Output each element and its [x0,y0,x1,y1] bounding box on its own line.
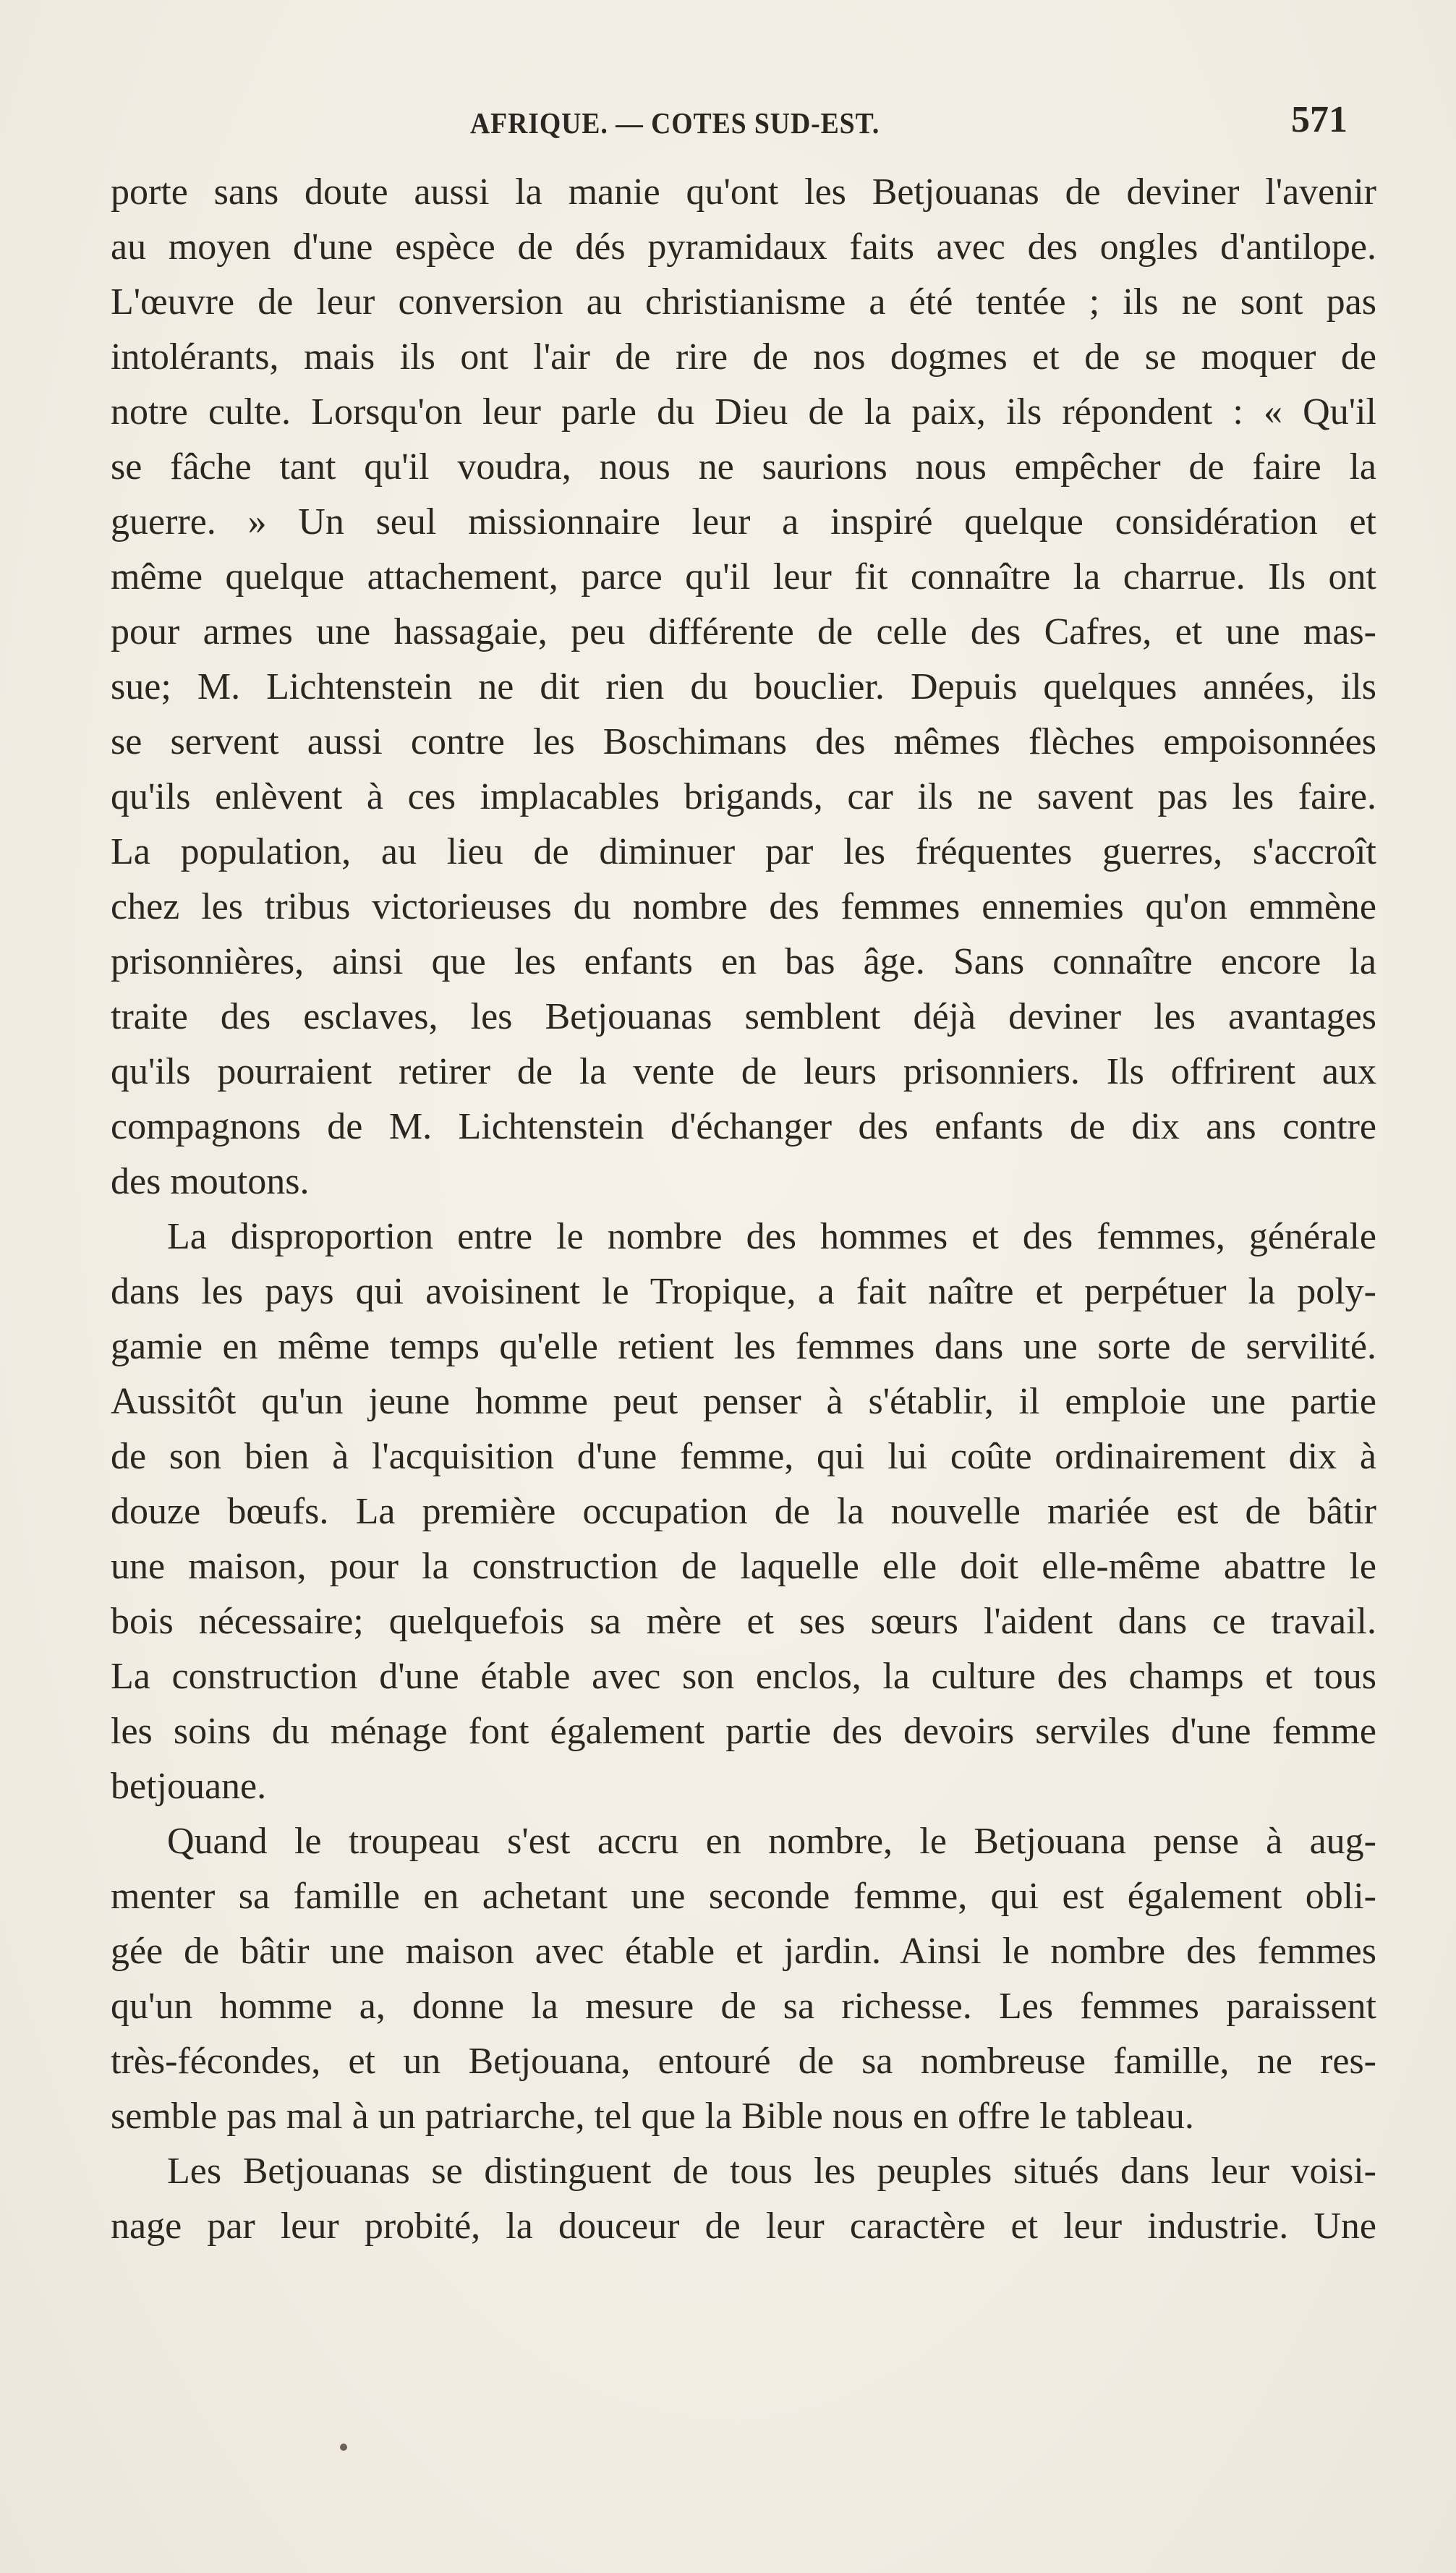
text-line: prisonnières, ainsi que les enfants en bas âge. Sans connaître encore la [111,941,1376,982]
text-line: des moutons. [111,1161,310,1202]
text-line: les soins du ménage font également partie des devoirs serviles d'une femme [111,1711,1376,1752]
running-head [0,99,1456,149]
text-line: qu'ils enlèvent à ces implacables brigands, car ils ne savent pas les faire. [111,776,1376,817]
text-line: Aussitôt qu'un jeune homme peut penser à s'établir, il emploie une partie [111,1381,1376,1422]
text-line: L'œuvre de leur conversion au christianisme a été tentée ; ils ne sont pas [111,281,1376,323]
page-number: 571 [1291,99,1348,140]
text-line: intolérants, mais ils ont l'air de rire de nos dogmes et de se moquer de [111,336,1376,378]
text-line: La disproportion entre le nombre des hommes et des femmes, générale [167,1216,1376,1257]
paragraph-3 [111,1814,1376,2144]
text-line: pour armes une hassagaie, peu différente de celle des Cafres, et une mas- [111,611,1376,652]
text-line: qu'ils pourraient retirer de la vente de leurs prisonniers. Ils offrirent aux [111,1051,1376,1092]
text-line: une maison, pour la construction de laquelle elle doit elle-même abattre le [111,1546,1376,1587]
text-line: de son bien à l'acquisition d'une femme, qui lui coûte ordinairement dix à [111,1436,1376,1477]
text-line: Les Betjouanas se distinguent de tous les peuples situés dans leur voisi- [167,2151,1376,2192]
ink-speck [340,2444,347,2451]
text-line: La population, au lieu de diminuer par les fréquentes guerres, s'accroît [111,831,1376,872]
text-line: se fâche tant qu'il voudra, nous ne saurions nous empêcher de faire la [111,446,1376,488]
body-text [111,165,1376,2254]
text-line: se servent aussi contre les Boschimans des mêmes flèches empoisonnées [111,721,1376,762]
text-line: très-fécondes, et un Betjouana, entouré de sa nombreuse famille, ne res- [111,2041,1376,2082]
text-line: compagnons de M. Lichtenstein d'échanger des enfants de dix ans contre [111,1106,1376,1147]
text-line: gée de bâtir une maison avec étable et jardin. Ainsi le nombre des femmes [111,1931,1376,1972]
text-line: traite des esclaves, les Betjouanas semblent déjà deviner les avantages [111,996,1376,1037]
text-line: porte sans doute aussi la manie qu'ont les Betjouanas de deviner l'avenir [111,171,1376,213]
text-line: qu'un homme a, donne la mesure de sa richesse. Les femmes paraissent [111,1986,1376,2027]
text-line: chez les tribus victorieuses du nombre des femmes ennemies qu'on emmène [111,886,1376,927]
text-line: sue; M. Lichtenstein ne dit rien du bouclier. Depuis quelques années, ils [111,666,1376,707]
text-line: nage par leur probité, la douceur de leur caractère et leur industrie. Une [111,2206,1376,2247]
text-line: gamie en même temps qu'elle retient les femmes dans une sorte de servilité. [111,1326,1376,1367]
text-line: betjouane. [111,1766,267,1807]
running-title: AFRIQUE. — COTES SUD-EST. [470,106,880,140]
text-line: douze bœufs. La première occupation de la nouvelle mariée est de bâtir [111,1491,1376,1532]
text-line: semble pas mal à un patriarche, tel que la Bible nous en offre le tableau. [111,2096,1194,2137]
text-line: même quelque attachement, parce qu'il leur fit connaître la charrue. Ils ont [111,556,1376,597]
text-line: dans les pays qui avoisinent le Tropique, a fait naître et perpétuer la poly- [111,1271,1376,1312]
text-line: notre culte. Lorsqu'on leur parle du Dieu de la paix, ils répondent : « Qu'il [111,391,1376,433]
text-line: menter sa famille en achetant une seconde femme, qui est également obli- [111,1876,1376,1917]
text-line: guerre. » Un seul missionnaire leur a inspiré quelque considération et [111,501,1376,543]
text-line: Quand le troupeau s'est accru en nombre, le Betjouana pense à aug- [167,1821,1376,1862]
paragraph-1 [111,165,1376,1209]
paragraph-4 [111,2144,1376,2254]
paragraph-2 [111,1209,1376,1814]
text-line: La construction d'une étable avec son enclos, la culture des champs et tous [111,1656,1376,1697]
text-line: bois nécessaire; quelquefois sa mère et ses sœurs l'aident dans ce travail. [111,1601,1376,1642]
text-line: au moyen d'une espèce de dés pyramidaux faits avec des ongles d'antilope. [111,226,1376,268]
